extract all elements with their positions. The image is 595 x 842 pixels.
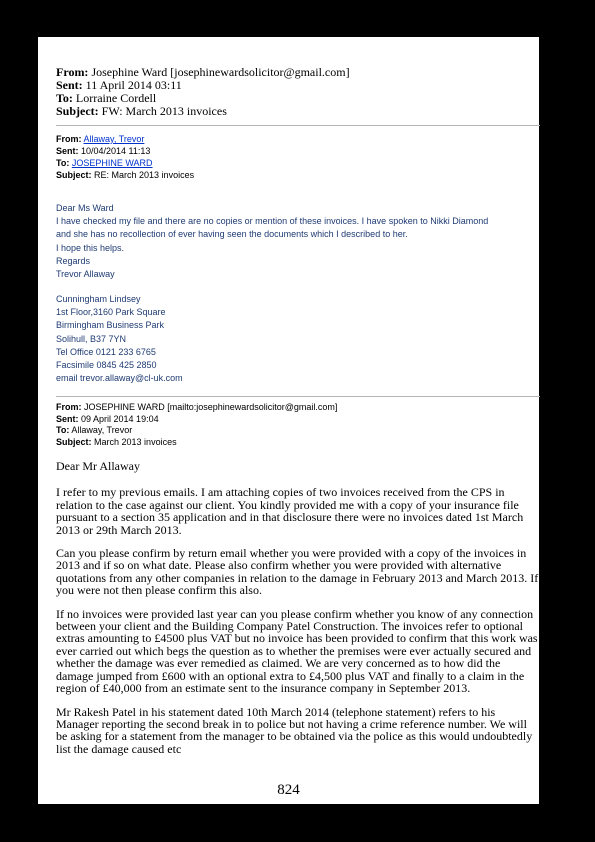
signature-line: Tel Office 0121 233 6765 [56, 346, 156, 357]
reply-to-row: To: JOSEPHINE WARD [56, 158, 153, 169]
reply-body [56, 202, 488, 281]
email-header-original [56, 402, 337, 448]
reply-line: I have checked my file and there are no copies or mention of these invoices. I have spoken to Nikki Diamond [56, 216, 489, 227]
email-header-forward [56, 66, 350, 118]
header-to-row: To: Lorraine Cordell [56, 91, 157, 105]
header-sent-row: Sent: 11 April 2014 03:11 [56, 78, 182, 92]
reply-to-link[interactable]: JOSEPHINE WARD [71, 158, 153, 169]
reply-greeting: Dear Ms Ward [56, 203, 114, 213]
letter-paragraph: I refer to my previous emails. I am attaching copies of two invoices received from the CPS in relation to the case against our client. You kindly provided me with a copy of your insurance file pursuant to a section 35 application and in that disclosure there were no invoices dated 1st March 2013 or 29th March 2013. [56, 485, 524, 537]
letter-body [56, 460, 540, 766]
reply-from-link[interactable]: Allaway, Trevor [83, 134, 145, 144]
signature-line: Cunningham Lindsey [56, 294, 141, 304]
document-page [38, 37, 539, 804]
reply-sent: 10/04/2014 11:13 [81, 146, 151, 157]
header-subject: FW: March 2013 invoices [101, 104, 227, 118]
header-from-row: From: Josephine Ward [josephinewardsolicitor@gmail.com] [56, 65, 350, 79]
reply-regards: Regards [56, 255, 91, 266]
divider [56, 125, 540, 126]
signature-line: 1st Floor,3160 Park Square [56, 307, 166, 318]
signature-line: email trevor.allaway@cl-uk.com [56, 373, 183, 384]
original-from: JOSEPHINE WARD [mailto:josephinewardsolicitor@gmail.com] [84, 402, 338, 412]
reply-subject: RE: March 2013 invoices [94, 170, 195, 181]
header-subject-row: Subject: FW: March 2013 invoices [56, 104, 227, 118]
reply-sent-row: Sent: 10/04/2014 11:13 [56, 146, 151, 157]
original-to-row: To: Allaway, Trevor [56, 425, 133, 436]
original-to: Allaway, Trevor [71, 425, 133, 436]
reply-signer-name: Trevor Allaway [56, 269, 115, 280]
original-subject: March 2013 invoices [94, 436, 177, 447]
reply-from-row: From: Allaway, Trevor [56, 134, 145, 144]
divider [56, 396, 540, 397]
original-from-row: From: JOSEPHINE WARD [mailto:josephinewardsolicitor@gmail.com] [56, 402, 338, 412]
reply-line: and she has no recollection of ever having seen the documents which I described to her. [56, 229, 408, 240]
original-subject-row: Subject: March 2013 invoices [56, 436, 177, 447]
email-header-reply [56, 133, 194, 181]
signature-line: Facsimile 0845 425 2850 [56, 360, 157, 371]
header-to: Lorraine Cordell [75, 91, 157, 105]
letter-greeting: Dear Mr Allaway [56, 459, 140, 473]
letter-paragraph: Can you please confirm by return email whether you were provided with a copy of the invoices in 2013 and if so on what date. Please also confirm whether you were provided with alternative quotations from any other companies in relation to the damage in February 2013 and March 2013. If you were not then please confirm this also. [56, 546, 539, 598]
signature-line: Birmingham Business Park [56, 320, 165, 331]
header-from: Josephine Ward [josephinewardsolicitor@gmail.com] [91, 65, 350, 79]
original-sent-row: Sent: 09 April 2014 19:04 [56, 413, 159, 424]
header-sent: 11 April 2014 03:11 [85, 78, 182, 92]
signature-block [56, 293, 183, 385]
letter-paragraph: If no invoices were provided last year can you please confirm whether you know of any connection between your client and the Building Company Patel Construction. The invoices refer to optional extras amounting to £4500 plus VAT but no invoice has been provided to confirm that this work was ever carried out which begs the question as to whether the premises were ever actually secured and whether the damage was ever remedied as claimed. We are very concerned as to how did the damage jumped from £600 with an optional extra to £4,500 plus VAT and finally to a claim in the region of £40,000 from an estimate sent to the insurance company in September 2013. [56, 606, 538, 696]
reply-line: I hope this helps. [56, 242, 125, 253]
letter-paragraph: Mr Rakesh Patel in his statement dated 10th March 2014 (telephone statement) refers to his Manager reporting the second break in to police but not having a crime reference number. We will be asking for a statement from the manager to be obtained via the police as this would undoubtedly list the damage caused etc [56, 704, 533, 756]
original-sent: 09 April 2014 19:04 [81, 413, 159, 424]
reply-subject-row: Subject: RE: March 2013 invoices [56, 170, 195, 181]
signature-line: Solihull, B37 7YN [56, 333, 127, 344]
page-number: 824 [277, 782, 300, 798]
